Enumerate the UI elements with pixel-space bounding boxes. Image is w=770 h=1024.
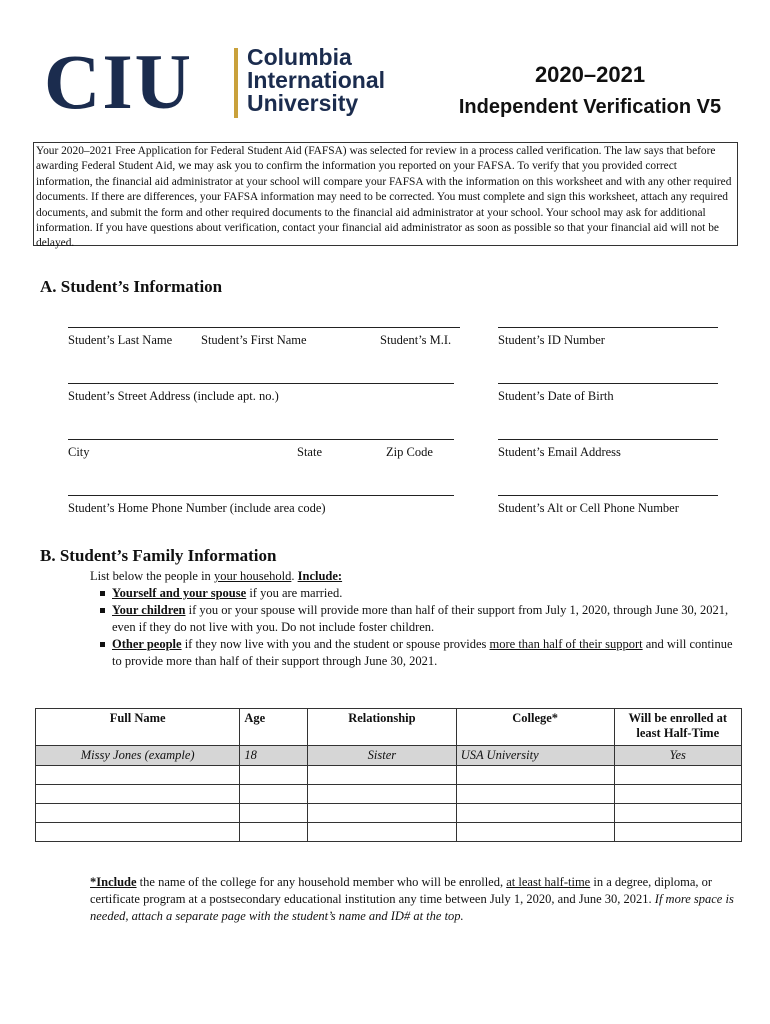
cell-college[interactable] [456,766,614,785]
household-include-label: Include: [297,569,343,583]
example-name: Missy Jones (example) [36,746,240,766]
bullet-spouse-text: if you are married. [246,586,343,600]
col-age: Age [240,709,308,746]
form-title: Independent Verification V5 [458,96,722,118]
bullet-children [112,602,740,636]
example-college: USA University [456,746,614,766]
alt-phone-label: Student’s Alt or Cell Phone Number [498,501,679,515]
bullet-others-underline: more than half of their support [489,637,643,651]
logo-divider [234,48,238,118]
example-half-time: Yes [614,746,741,766]
street-label: Student’s Street Address (include apt. no.) [68,389,279,403]
footnote-include: *Include [90,875,137,889]
last-name-label: Student’s Last Name [68,333,173,347]
household-intro-underline: your household [213,569,292,583]
household-instructions [90,568,740,670]
cell-college[interactable] [456,804,614,823]
cell-age[interactable] [240,804,308,823]
bullet-others-bold: Other people [112,637,182,651]
cell-name[interactable] [36,823,240,842]
logo-mark: CIU [44,38,194,125]
logo-line-1: Columbia [247,44,352,70]
table-row [36,766,742,785]
street-line[interactable] [68,383,454,384]
dob-label: Student’s Date of Birth [498,389,614,403]
col-half-time: Will be enrolled at least Half-Time [614,709,741,746]
bullet-square-icon [100,608,105,613]
table-row [36,804,742,823]
email-label: Student’s Email Address [498,445,621,459]
cell-half-time[interactable] [614,823,741,842]
section-a-title: A. Student’s Information [40,277,223,296]
col-relationship: Relationship [308,709,457,746]
cell-age[interactable] [240,785,308,804]
city-label: City [68,445,90,459]
email-line[interactable] [498,439,718,440]
bullet-others-text: if they now live with you and the student or spouse provides [181,637,490,651]
city-state-zip-line[interactable] [68,439,454,440]
bullet-children-bold: Your children [112,603,186,617]
household-intro-text: List below the people in [90,569,214,583]
cell-name[interactable] [36,804,240,823]
example-relationship: Sister [308,746,457,766]
bullet-square-icon [100,591,105,596]
logo-line-3: University [247,90,359,116]
bullet-children-text: if you or your spouse will provide more than half of their support from July 1, 2020, through June 30, 2021, even if they do not live with you. Do not include foster children. [112,603,729,634]
footnote-italic: If more space is needed, attach a separate page with the student’s name and ID# at the top. [90,892,734,923]
bullet-square-icon [100,642,105,647]
household-bullets [90,585,740,670]
cell-half-time[interactable] [614,785,741,804]
id-label: Student’s ID Number [498,333,605,347]
logo-line-2: International [247,67,386,93]
cell-relationship[interactable] [308,804,457,823]
table-row-example [36,746,742,766]
bullet-spouse [112,585,740,602]
cell-relationship[interactable] [308,766,457,785]
table-header-row [36,709,742,746]
household-intro-sep: . [291,569,298,583]
dob-line[interactable] [498,383,718,384]
first-name-label: Student’s First Name [201,333,307,347]
cell-relationship[interactable] [308,785,457,804]
mi-label: Student’s M.I. [380,333,452,347]
table-row [36,823,742,842]
cell-age[interactable] [240,766,308,785]
cell-college[interactable] [456,785,614,804]
col-college: College* [456,709,614,746]
intro-box: Your 2020–2021 Free Application for Federal Student Aid (FAFSA) was selected for review in a process called verification. The law says that before awarding Federal Student Aid, we may ask you to confirm the information you reported on your FAFSA. To verify that you provided correct information, the financial aid administrator at your school will compare your FAFSA with the information on this worksheet and with any other required documents. If there are differences, your FAFSA information may need to be corrected. You must complete and sign this worksheet, attach any required documents, and submit the form and other required documents to the financial aid administrator at your school. Your school may ask for additional information. If you have questions about verification, contact your financial aid administrator as soon as possible so that your financial aid will not be delayed. [33,142,738,246]
example-age: 18 [240,746,308,766]
college-footnote [90,874,740,925]
bullet-others [112,636,740,670]
logo-wordmark [247,46,385,115]
bullet-others-rest: and will continue to provide more than half of their support through June 30, 2021. [112,637,733,668]
id-line[interactable] [498,327,718,328]
state-label: State [297,445,322,459]
bullet-spouse-bold: Yourself and your spouse [112,586,247,600]
cell-half-time[interactable] [614,804,741,823]
cell-age[interactable] [240,823,308,842]
household-table [35,708,742,842]
zip-label: Zip Code [386,445,433,459]
cell-relationship[interactable] [308,823,457,842]
form-year: 2020–2021 [534,62,646,87]
footnote-underline: at least half-time [506,875,591,889]
footnote-rest: in a degree, diploma, or certificate program at a postsecondary educational institution any time between July 1, 2020, and June 30, 2021. [90,875,713,906]
home-phone-label: Student’s Home Phone Number (include area code) [68,501,326,515]
cell-name[interactable] [36,785,240,804]
alt-phone-line[interactable] [498,495,718,496]
cell-name[interactable] [36,766,240,785]
name-line[interactable] [68,327,460,328]
university-logo [44,40,414,124]
footnote-text: the name of the college for any household member who will be enrolled, [136,875,507,889]
cell-college[interactable] [456,823,614,842]
section-b-title: B. Student’s Family Information [40,546,277,565]
cell-half-time[interactable] [614,766,741,785]
household-intro [90,568,740,585]
col-full-name: Full Name [36,709,240,746]
home-phone-line[interactable] [68,495,454,496]
table-row [36,785,742,804]
